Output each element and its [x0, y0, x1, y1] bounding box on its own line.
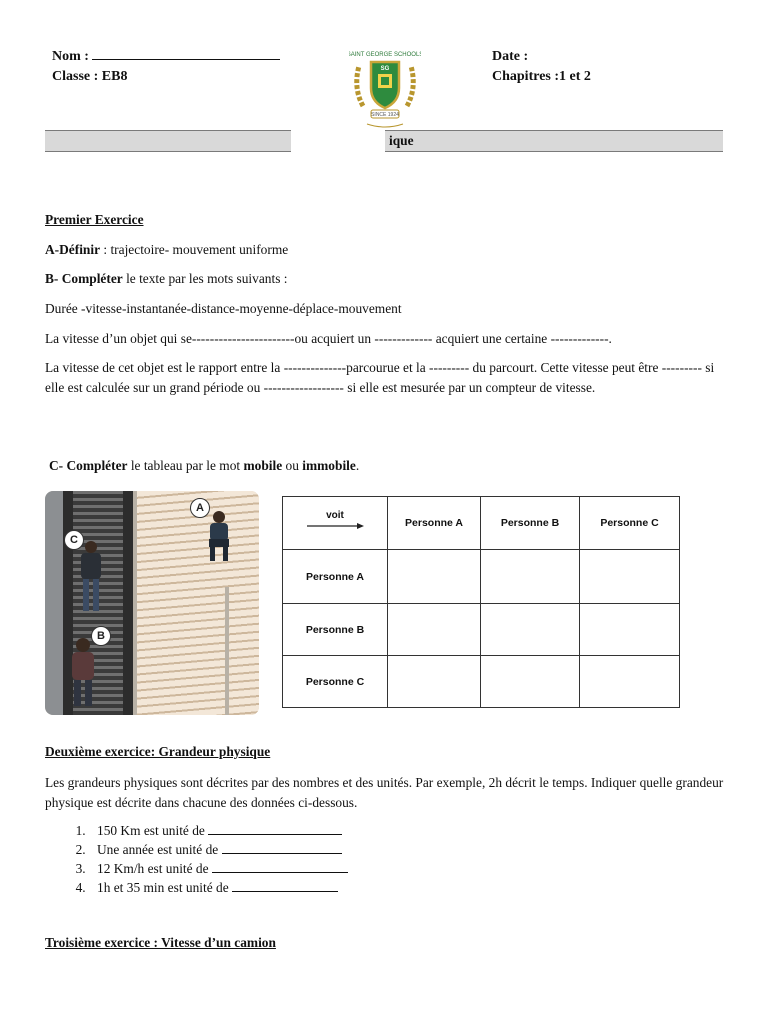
col-header-b: Personne B: [481, 497, 580, 550]
list-item: [89, 878, 348, 897]
answer-blank-3[interactable]: [212, 872, 348, 873]
escalator-rail-right: [123, 491, 133, 715]
logo-text-bottom: SINCE 1924: [371, 112, 399, 118]
answer-blank-2[interactable]: [222, 853, 342, 854]
table-header-row: [283, 497, 680, 550]
arrow-right-icon: [305, 522, 365, 530]
cell-c-b[interactable]: [481, 656, 580, 708]
escalator-side: [45, 491, 65, 715]
cell-b-b[interactable]: [481, 604, 580, 656]
stairs: [135, 491, 259, 715]
label-a: A: [190, 498, 210, 518]
person-a-figure: [201, 509, 237, 565]
label-c: C: [64, 530, 84, 550]
row-header-a: Personne A: [283, 550, 388, 604]
list-item-text: 12 Km/h est unité de: [97, 861, 212, 876]
exercise1-part-b: [45, 269, 725, 289]
fill-sentence-1: La vitesse d’un objet qui se-----------------------ou acquiert un ------------- acquiert une certaine -------------.: [45, 331, 612, 346]
class-label: Classe : EB8: [52, 69, 128, 84]
fill-sentence-2: La vitesse de cet objet est le rapport entre la --------------parcourue et la --------- du parcourt. Cette vitesse peut être --------- si elle est calculée sur un grand période ou ------------------ si elle est mesurée par un compteur de vitesse.: [45, 360, 715, 395]
exercise3-title: Troisième exercice : Vitesse d’un camion: [45, 935, 276, 950]
list-item: [89, 859, 348, 878]
answer-blank-4[interactable]: [232, 891, 338, 892]
person-b-figure: [65, 637, 101, 709]
observation-table: [282, 496, 680, 708]
part-c-text-1: le tableau par le mot: [127, 458, 244, 473]
svg-text:SG: SG: [380, 66, 390, 72]
part-c-word-mobile: mobile: [243, 458, 283, 473]
part-b-label: B- Compléter: [45, 271, 123, 286]
chapters-label: Chapitres :1 et 2: [492, 69, 591, 84]
name-blank[interactable]: [92, 59, 280, 60]
title-bar-left: [45, 130, 291, 152]
row-header-b: Personne B: [283, 604, 388, 656]
exercise2-title: Deuxième exercice: Grandeur physique: [45, 744, 271, 759]
part-c-text-end: .: [355, 458, 360, 473]
word-list: Durée -vitesse-instantanée-distance-moyenne-déplace-mouvement: [45, 301, 402, 316]
col-header-c: Personne C: [580, 497, 680, 550]
cell-b-c[interactable]: [580, 604, 680, 656]
label-b: B: [91, 626, 111, 646]
corner-label: voit: [326, 509, 344, 521]
name-field: [52, 47, 280, 67]
part-c-label: C- Compléter: [49, 458, 128, 473]
cell-a-b[interactable]: [481, 550, 580, 604]
part-c-word-immobile: immobile: [302, 458, 356, 473]
cell-c-a[interactable]: [388, 656, 481, 708]
table-row: [283, 604, 680, 656]
part-a-label: A-Définir: [45, 242, 101, 257]
table-row: [283, 550, 680, 604]
school-logo: [349, 44, 421, 130]
exercise2-list: [45, 821, 348, 897]
date-label: Date :: [492, 49, 529, 64]
part-a-text: : trajectoire- mouvement uniforme: [100, 242, 289, 257]
part-c-text-2: ou: [282, 458, 303, 473]
list-item-text: 150 Km est unité de: [97, 823, 209, 838]
cell-b-a[interactable]: [388, 604, 481, 656]
name-label: Nom :: [52, 49, 89, 64]
list-item-text: 1h et 35 min est unité de: [97, 880, 232, 895]
row-header-c: Personne C: [283, 656, 388, 708]
stairs-rail-right: [225, 587, 229, 715]
person-c-figure: [75, 539, 107, 615]
answer-blank-1[interactable]: [208, 834, 342, 835]
exercise2-intro: Les grandeurs physiques sont décrites par des nombres et des unités. Par exemple, 2h décrit le temps. Indiquer quelle grandeur physique est décrite dans chacune des données ci-dessous.: [45, 775, 724, 810]
exercise1-part-a: [45, 240, 725, 260]
list-item-text: Une année est unité de: [97, 842, 222, 857]
cell-c-c[interactable]: [580, 656, 680, 708]
cell-a-a[interactable]: [388, 550, 481, 604]
list-item: [89, 821, 348, 840]
col-header-a: Personne A: [388, 497, 481, 550]
logo-text-top: SAINT GEORGE SCHOOLS: [349, 52, 421, 58]
part-b-text: le texte par les mots suivants :: [122, 271, 288, 286]
list-item: [89, 840, 348, 859]
cell-a-c[interactable]: [580, 550, 680, 604]
corner-cell: [283, 497, 388, 550]
title-bar-right: [385, 130, 723, 152]
exercise1-part-c: [49, 456, 729, 476]
escalator-photo: [45, 491, 259, 715]
stairs-rail-left: [133, 491, 137, 715]
title-bar-text: ique: [389, 133, 414, 148]
exercise1-title: Premier Exercice: [45, 212, 144, 227]
table-row: [283, 656, 680, 708]
